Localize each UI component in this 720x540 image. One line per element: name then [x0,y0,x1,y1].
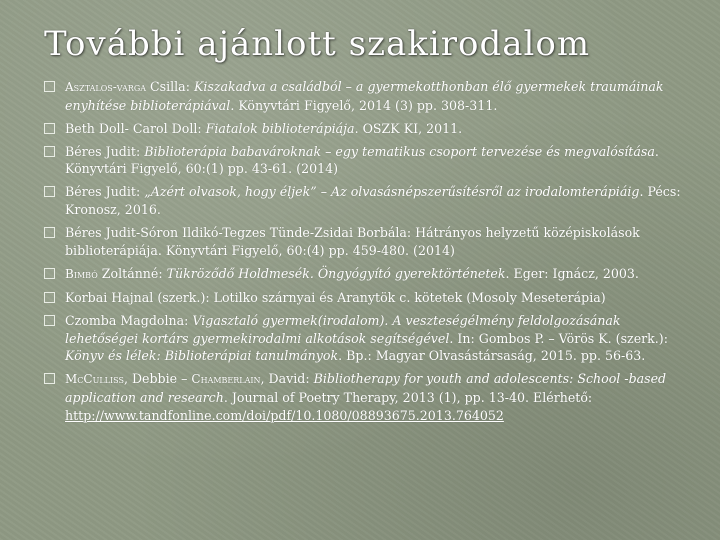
reference-item [44,78,682,114]
publication-info: . Könyvtári Figyelő, 60:(1) pp. 43-61. (2014) [65,143,659,177]
square-bullet-icon [44,186,55,197]
work-title: Fiatalok biblioterápiája [205,120,355,136]
reference-item [44,183,682,218]
reference-link[interactable]: http://www.tandfonline.com/doi/pdf/10.1080/08893675.2013.764052 [65,407,504,423]
work-title: Vigasztaló gyermek(irodalom). A veszteségélmény feldolgozásának lehetőségei kortárs gyermekirodalmi alkotások segítségével. [65,313,621,346]
work-title: „Azért olvasok, hogy éljek” – Az olvasásnépszerűsítésről az irodalomterápiáig [144,184,640,200]
author-surname: McCulliss [65,372,124,387]
author-surname: Asztalos-varga [65,80,146,94]
author-name: Béres Judit: [65,184,145,200]
author-name: , David: [260,371,314,387]
reference-item [44,265,682,284]
work-title: Bibliotherapy for youth and adolescents: School -based application and research [65,371,667,405]
publication-info: In: Gombos P. – Vörös K. (szerk.): [453,330,668,346]
reference-text: Béres Judit-Sóron Ildikó-Tegzes Tünde-Zsidai Borbála: Hátrányos helyzetű középiskolások biblioterápiája. Könyvtári Figyelő, 60:(4) pp. 459-480. (2014) [65,225,640,258]
reference-item [44,370,682,424]
slide-title: További ajánlott szakirodalom [44,24,591,64]
square-bullet-icon [44,146,55,157]
square-bullet-icon [44,227,55,238]
reference-text: Korbai Hajnal (szerk.): Lotilko szárnyai és Aranytök c. kötetek (Mosoly Meseterápia) [65,289,606,305]
reference-item [44,120,682,138]
publication-info: . Bp.: Magyar Olvasástársaság, 2015. pp. 56-63. [338,348,646,364]
reference-item [44,312,682,365]
author-name: Csilla: [146,79,194,94]
publication-info: . Pécs: Kronosz, 2016. [65,184,681,218]
reference-item [44,289,682,307]
square-bullet-icon [44,123,55,134]
square-bullet-icon [44,268,55,279]
author-surname: Chamberlain [191,372,261,387]
work-title: Kiszakadva a családból – a gyermekotthonban élő gyermekek traumáinak enyhítése biblioterápiával. [65,79,664,113]
square-bullet-icon [44,81,55,92]
publication-info: . OSZK KI, 2011. [354,120,463,136]
reference-item [44,224,682,259]
work-title: Tükröződő Holdmesék. Öngyógyító gyerektörténetek [166,265,506,281]
author-name: Zoltánné: [97,265,167,281]
square-bullet-icon [44,315,55,326]
book-title: Könyv és lélek: Biblioterápiai tanulmányok [65,348,339,364]
publication-info: Könyvtári Figyelő, 2014 (3) pp. 308-311. [234,97,498,113]
author-name: Béres Judit: [65,143,145,159]
author-surname: Bimbó [65,266,98,281]
square-bullet-icon [44,373,55,384]
author-name: Beth Doll- Carol Doll: [65,120,206,136]
publication-info: . Journal of Poetry Therapy, 2013 (1), pp. 13-40. Elérhető: [223,389,593,405]
square-bullet-icon [44,292,55,303]
work-title: Biblioterápia babavároknak – egy tematikus csoport tervezése és megvalósítása [144,143,655,159]
reference-list [44,78,682,430]
reference-item [44,143,682,178]
author-name: , Debbie – [123,371,192,387]
author-name: Czomba Magdolna: [65,313,193,329]
publication-info: . Eger: Ignácz, 2003. [505,265,639,281]
